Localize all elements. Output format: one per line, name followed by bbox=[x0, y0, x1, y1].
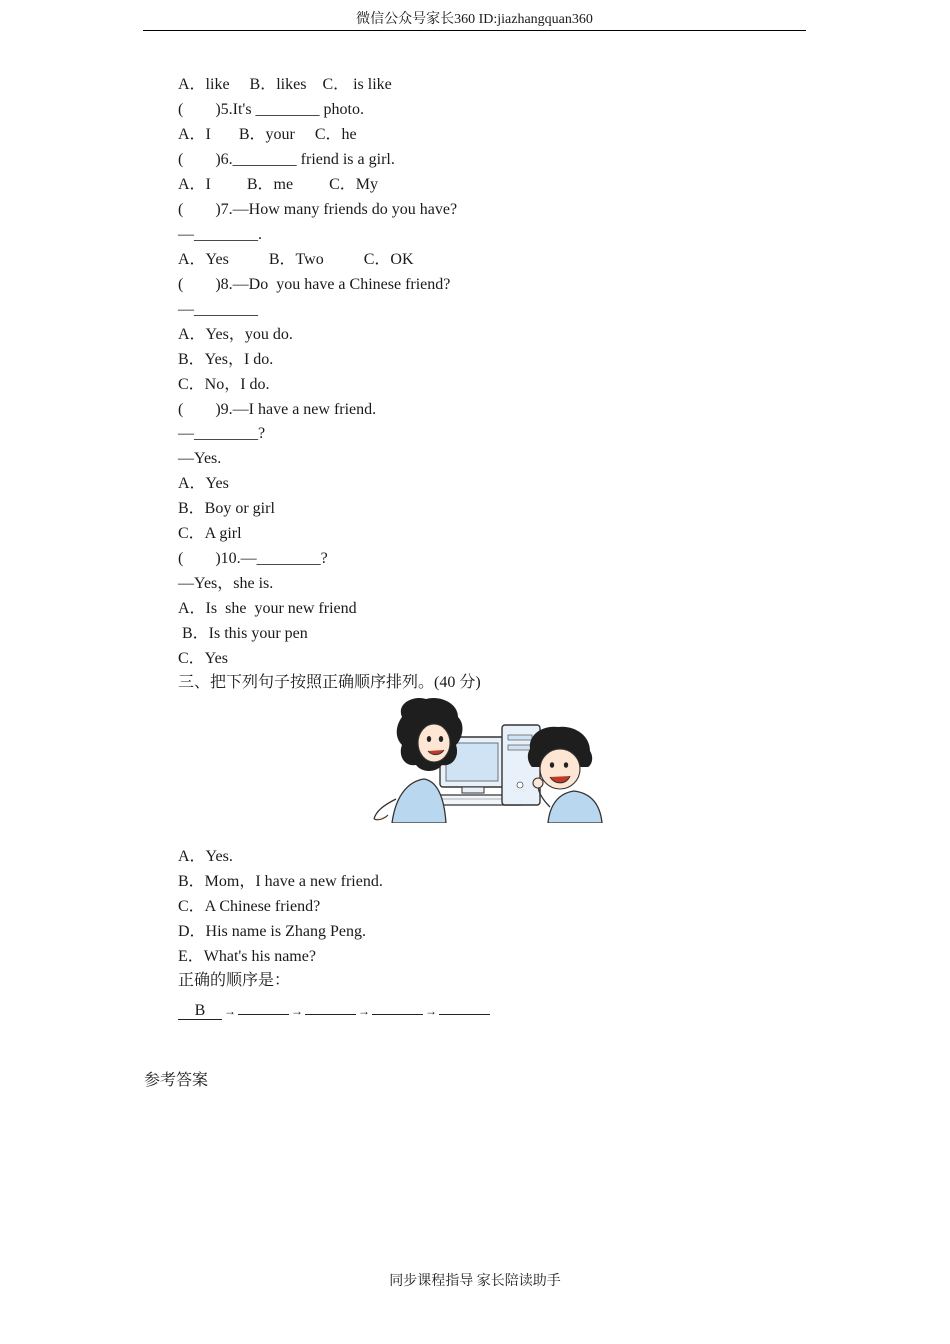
option-e: E．What's his name? bbox=[178, 948, 316, 965]
order-blank-1[interactable]: B bbox=[178, 1001, 222, 1020]
page-footer: 同步课程指导 家长陪读助手 bbox=[389, 1274, 561, 1289]
arrow-icon: → bbox=[291, 1004, 303, 1018]
order-blank-4[interactable] bbox=[372, 996, 423, 1015]
q10-stem: ( )10.—________? bbox=[178, 550, 328, 567]
order-prompt: 正确的顺序是： bbox=[178, 972, 291, 989]
arrow-icon: → bbox=[224, 1004, 236, 1018]
q9-choice-c: C．A girl bbox=[178, 525, 242, 542]
q10-reply: —Yes，she is. bbox=[178, 575, 274, 592]
illustration-two-kids-computer bbox=[362, 695, 624, 823]
q9-stem: ( )9.—I have a new friend. bbox=[178, 401, 377, 418]
q8-response: —________ bbox=[178, 301, 258, 318]
arrow-icon: → bbox=[358, 1004, 370, 1018]
q9-choice-a: A．Yes bbox=[178, 475, 229, 492]
q6-stem: ( )6.________ friend is a girl. bbox=[178, 151, 395, 168]
option-d: D．His name is Zhang Peng. bbox=[178, 923, 366, 940]
arrow-icon: → bbox=[425, 1004, 437, 1018]
q6-choices: A．I B．me C．My bbox=[178, 176, 379, 193]
q7-stem: ( )7.—How many friends do you have? bbox=[178, 201, 458, 218]
order-blank-5[interactable] bbox=[439, 996, 490, 1015]
answer-key-heading: 参考答案 bbox=[144, 1072, 209, 1089]
q5-stem: ( )5.It's ________ photo. bbox=[178, 101, 364, 118]
q7-choices: A．Yes B．Two C．OK bbox=[178, 251, 414, 268]
option-c: C．A Chinese friend? bbox=[178, 898, 321, 915]
q9-reply: —Yes. bbox=[178, 450, 222, 467]
option-b: B．Mom，I have a new friend. bbox=[178, 873, 383, 890]
header-divider bbox=[143, 30, 806, 31]
order-blank-2[interactable] bbox=[238, 996, 289, 1015]
q8-stem: ( )8.—Do you have a Chinese friend? bbox=[178, 276, 451, 293]
q5-choices: A．I B．your C．he bbox=[178, 126, 357, 143]
q8-choice-b: B．Yes，I do. bbox=[178, 351, 274, 368]
section-three-heading: 三、把下列句子按照正确顺序排列。(40 分) bbox=[178, 674, 481, 691]
q10-choice-b: B．Is this your pen bbox=[178, 625, 308, 642]
q10-choice-a: A．Is she your new friend bbox=[178, 600, 357, 617]
q8-choice-c: C．No，I do. bbox=[178, 376, 270, 393]
q10-choice-c: C．Yes bbox=[178, 650, 228, 667]
order-blank-3[interactable] bbox=[305, 996, 356, 1015]
q7-response: —________. bbox=[178, 226, 262, 243]
q9-choice-b: B．Boy or girl bbox=[178, 500, 275, 517]
q4-choices: A．like B．likes C． is like bbox=[178, 76, 392, 93]
q9-response: —________? bbox=[178, 425, 266, 442]
q8-choice-a: A．Yes，you do. bbox=[178, 326, 293, 343]
order-answer-line bbox=[178, 996, 490, 1021]
option-a: A．Yes. bbox=[178, 848, 233, 865]
page-header: 微信公众号家长360 ID:jiazhangquan360 bbox=[356, 12, 593, 27]
